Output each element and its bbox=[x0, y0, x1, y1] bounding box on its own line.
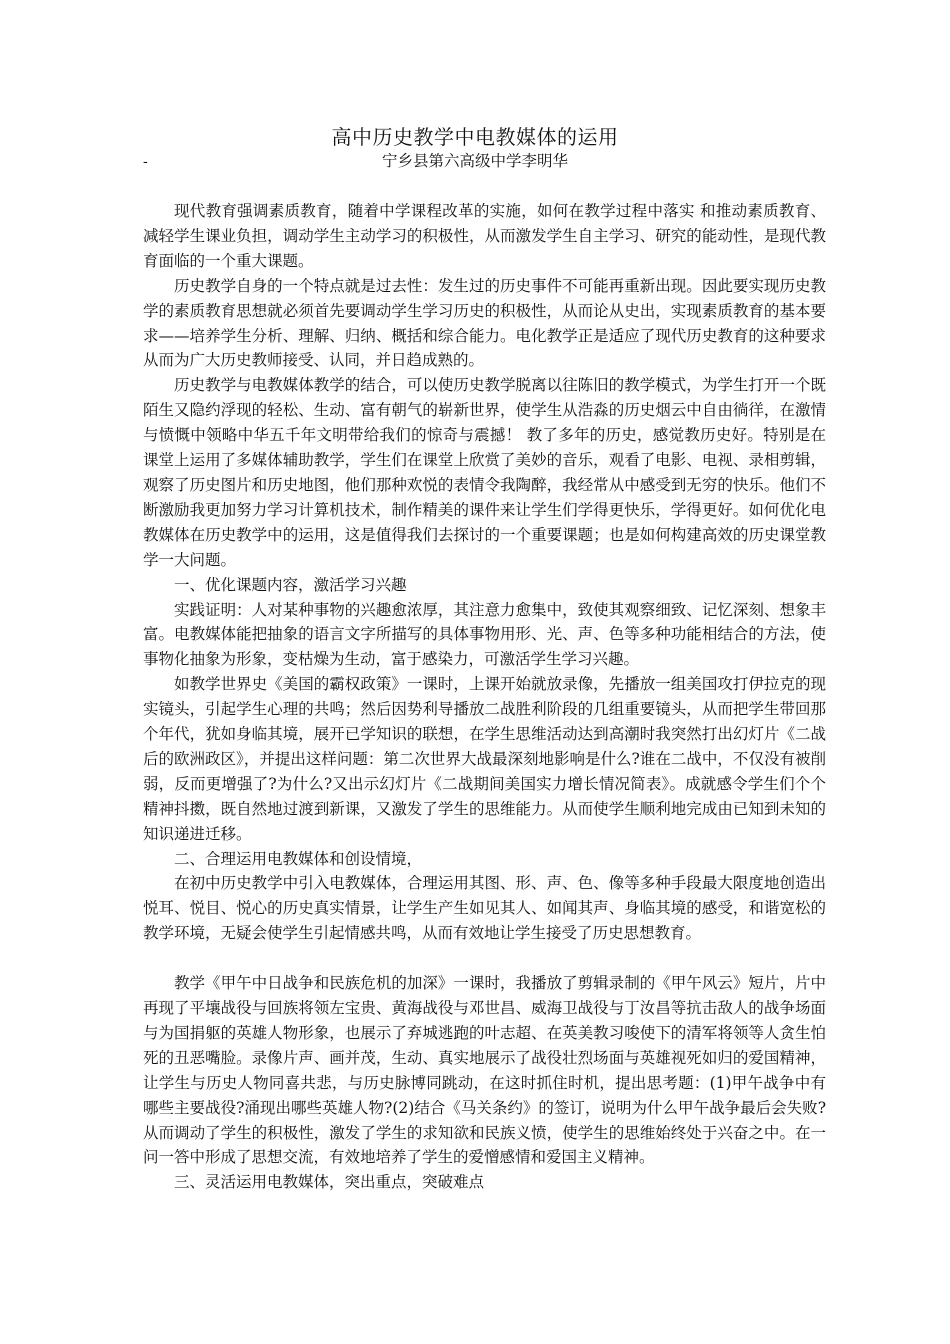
paragraph: 教学《甲午中日战争和民族危机的加深》一课时，我播放了剪辑录制的《甲午风云》短片，片中再现了平壤战役与回族将领左宝贵、黄海战役与邓世昌、威海卫战役与丁汝昌等抗击敌人的战争场面与为国捐躯的英雄人物形象，也展示了弃城逃跑的叶志超、在英美教习唆使下的清军将领等人贪生怕死的丑恶嘴脸。录像片声、画并茂，生动、真实地展示了战役壮烈场面与英雄视死如归的爱国精神，让学生与历史人物同喜共悲，与历史脉博同跳动，在这时抓住时机，提出思考题：(1)甲午战争中有哪些主要战役?涌现出哪些英雄人物?(2)结合《马关条约》的签订，说明为什么甲午战争最后会失败?从而调动了学生的积极性，激发了学生的求知欲和民族义愤，使学生的思维始终处于兴奋之中。在一问一答中形成了思想交流，有效地培养了学生的爱憎感情和爱国主义精神。 bbox=[143, 974, 826, 1167]
document-body bbox=[143, 199, 826, 1195]
blank-line bbox=[143, 946, 826, 971]
paragraph: 在初中历史教学中引入电教媒体，合理运用其图、形、声、色、像等多种手段最大限度地创造出悦耳、悦目、悦心的历史真实情景，让学生产生如见其人、如闻其声、身临其境的感受，和谐宽松的教学环境，无疑会使学生引起情感共鸣，从而有效地让学生接受了历史思想教育。 bbox=[143, 874, 826, 943]
paragraph: 历史教学自身的一个特点就是过去性：发生过的历史事件不可能再重新出现。因此要实现历史教学的素质教育思想就必须首先要调动学生学习历史的积极性，从而论从史出，实现素质教育的基本要求——培养学生分析、理解、归纳、概括和综合能力。电化教学正是适应了现代历史教育的这种要求从而为广大历史教师接受、认同，并日趋成熟的。 bbox=[143, 276, 826, 370]
paragraph: 如教学世界史《美国的霸权政策》一课时，上课开始就放录像，先播放一组美国攻打伊拉克的现实镜头，引起学生心理的共鸣；然后因势利导播放二战胜利阶段的几组重要镜头，从而把学生带回那个年代，犹如身临其境，展开已学知识的联想，在学生思维活动达到高潮时我突然打出幻灯片《二战后的欧洲政区》，并提出这样问题：第二次世界大战最深刻地影响是什么?谁在二战中，不仅没有被削弱，反而更增强了?为什么?又出示幻灯片《二战期间美国实力增长情况简表》。成就感令学生们个个精神抖擞，既自然地过渡到新课，又激发了学生的思维能力。从而使学生顺利地完成由已知到未知的知识递进迁移。 bbox=[143, 675, 826, 843]
paragraph: 现代教育强调素质教育，随着中学课程改革的实施，如何在教学过程中落实 和推动素质教育、减轻学生课业负担，调动学生主动学习的积极性，从而激发学生自主学习、研究的能动性，是现代教育面临的一个重大课题。 bbox=[143, 202, 826, 270]
paragraph: 实践证明：人对某种事物的兴趣愈浓厚，其注意力愈集中，致使其观察细致、记忆深刻、想象丰富。电教媒体能把抽象的语言文字所描写的具体事物用形、光、声、色等多种功能相结合的方法，使事物化抽象为形象，变枯燥为生动，富于感染力，可激活学生学习兴趣。 bbox=[143, 600, 826, 669]
section-heading: 一、优化课题内容，激活学习兴趣 bbox=[174, 575, 407, 594]
author-line: 宁乡县第六高级中学李明华 bbox=[381, 152, 568, 170]
section-heading: 二、合理运用电教媒体和创设情境， bbox=[174, 849, 423, 868]
paragraph: 历史教学与电教媒体教学的结合，可以使历史教学脱离以往陈旧的教学模式，为学生打开一个既陌生又隐约浮现的轻松、生动、富有朝气的崭新世界，使学生从浩淼的历史烟云中自由徜徉，在激情与愤慨中领略中华五千年文明带给我们的惊奇与震撼！ 教了多年的历史，感觉教历史好。特别是在课堂上运用了多媒体辅助教学，学生们在课堂上欣赏了美妙的音乐，观看了电影、电视、录相剪辑，观察了历史图片和历史地图，他们那种欢悦的表情令我陶醉，我经常从中感受到无穷的快乐。他们不断激励我更加努力学习计算机技术，制作精美的课件来让学生们学得更快乐，学得更好。如何优化电教媒体在历史教学中的运用，这是值得我们去探讨的一个重要课题；也是如何构建高效的历史课堂教学一大问题。 bbox=[143, 376, 826, 569]
section-heading: 三、灵活运用电教媒体，突出重点，突破难点 bbox=[174, 1173, 485, 1192]
document-title: 高中历史教学中电教媒体的运用 bbox=[331, 125, 619, 149]
dash-mark: - bbox=[143, 154, 148, 170]
